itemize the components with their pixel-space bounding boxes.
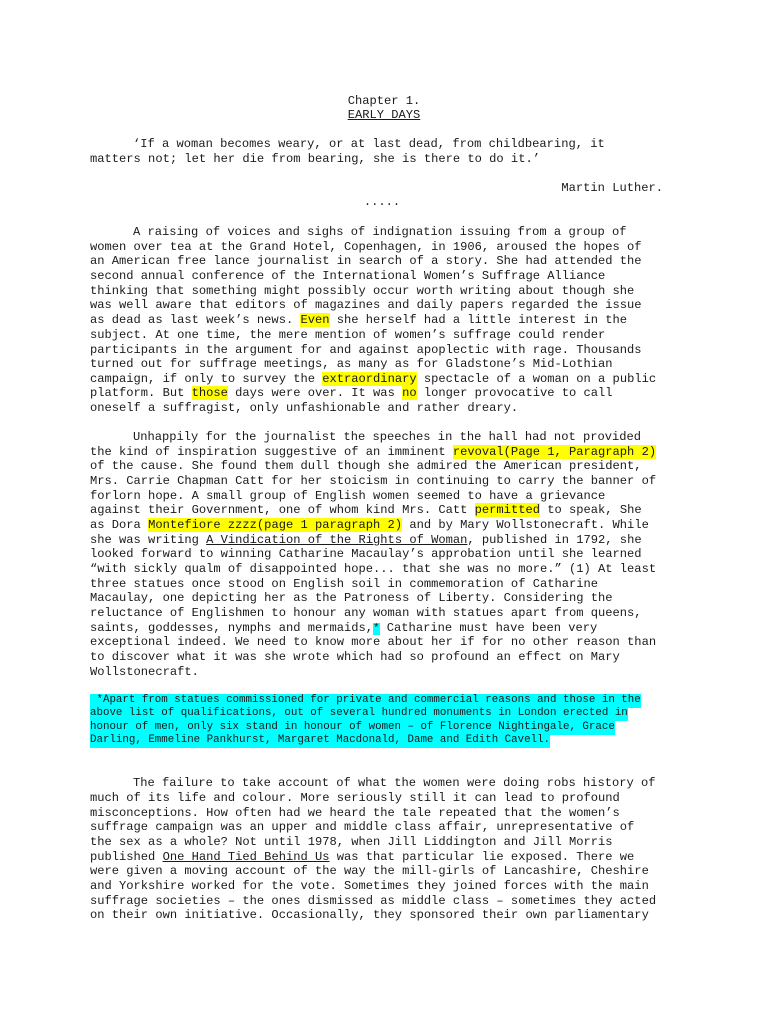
text-run: as dead as last week’s news. bbox=[90, 313, 301, 327]
text-line: women over tea at the Grand Hotel, Copenhagen, in 1906, aroused the hopes of bbox=[90, 240, 642, 254]
highlighted-word: Even bbox=[300, 313, 330, 327]
text-line: “with sickly qualm of disappointed hope... that she was no more.” (1) At least bbox=[90, 562, 657, 576]
text-line bbox=[90, 850, 634, 865]
text-line: were given a moving account of the way the mill-girls of Lancashire, Cheshire bbox=[90, 864, 649, 878]
text-line: three statues once stood on English soil in commemoration of Catharine bbox=[90, 577, 599, 591]
text-line: second annual conference of the International Women’s Suffrage Alliance bbox=[90, 269, 606, 283]
text-line: on their own initiative. Occasionally, they sponsored their own parliamentary bbox=[90, 908, 649, 922]
text-line bbox=[90, 503, 642, 518]
text-line: A raising of voices and sighs of indignation issuing from a group of bbox=[133, 225, 627, 239]
footnote-line: honour of men, only six stand in honour of women – of Florence Nightingale, Grace bbox=[90, 721, 615, 733]
text-line: Unhappily for the journalist the speeches in the hall had not provided bbox=[133, 430, 642, 444]
text-line: turned out for suffrage meetings, as many as for Gladstone’s Mid-Lothian bbox=[90, 357, 613, 371]
text-line: misconceptions. How often had we heard the tale repeated that the women’s bbox=[90, 806, 620, 820]
text-line bbox=[90, 518, 649, 533]
text-line: Macaulay, one depicting her as the Patroness of Liberty. Considering the bbox=[90, 591, 613, 605]
text-line bbox=[90, 533, 642, 548]
footnote-line: above list of qualifications, out of several hundred monuments in London erected in bbox=[90, 707, 628, 719]
chapter-heading: Chapter 1. bbox=[347, 94, 421, 108]
text-line: looked forward to winning Catharine Macaulay’s approbation until she learned bbox=[90, 547, 642, 561]
text-run: Catharine must have been very bbox=[379, 621, 598, 635]
text-line: participants in the argument for and against apoplectic with rage. Thousands bbox=[90, 343, 642, 357]
highlighted-word: extraordinary bbox=[322, 372, 417, 386]
epigraph-line: ‘If a woman becomes weary, or at last dead, from childbearing, it bbox=[133, 137, 605, 151]
highlighted-comment: revoval(Page 1, Paragraph 2) bbox=[452, 445, 657, 459]
footnote-line: *Apart from statues commissioned for private and commercial reasons and those in the bbox=[90, 694, 641, 706]
text-line: exceptional indeed. We need to know more about her if for no other reason than bbox=[90, 635, 657, 649]
text-line: thinking that something might possibly occur worth writing about though she bbox=[90, 284, 635, 298]
book-title: One Hand Tied Behind Us bbox=[162, 850, 330, 864]
text-run: to speak, She bbox=[539, 503, 642, 517]
text-run: she was writing bbox=[90, 533, 207, 547]
footnote-line: Darling, Emmeline Pankhurst, Margaret Macdonald, Dame and Edith Cavell. bbox=[90, 734, 551, 746]
text-line: and Yorkshire worked for the vote. Sometimes they joined forces with the main bbox=[90, 879, 649, 893]
text-line: was well aware that editors of magazines and daily papers regarded the issue bbox=[90, 298, 642, 312]
text-line bbox=[90, 386, 613, 401]
text-line: suffrage campaign was an upper and middle class affair, unrepresentative of bbox=[90, 820, 635, 834]
text-line bbox=[90, 445, 656, 460]
text-line: The failure to take account of what the women were doing robs history of bbox=[133, 776, 656, 790]
text-run: platform. But bbox=[90, 386, 192, 400]
text-line: the sex as a whole? Not until 1978, when Jill Liddington and Jill Morris bbox=[90, 835, 613, 849]
text-run: , published in 1792, she bbox=[467, 533, 642, 547]
text-run: was that particular lie exposed. There we bbox=[329, 850, 635, 864]
text-line: Wollstonecraft. bbox=[90, 665, 199, 679]
text-run: days were over. It was bbox=[227, 386, 403, 400]
footnote-marker[interactable]: * bbox=[373, 623, 380, 635]
text-run: the kind of inspiration suggestive of an imminent bbox=[90, 445, 453, 459]
text-line bbox=[90, 372, 656, 387]
text-line: to discover what it was she wrote which had so profound an effect on Mary bbox=[90, 650, 620, 664]
highlighted-word: no bbox=[402, 386, 417, 400]
text-line: Mrs. Carrie Chapman Catt for her stoicism in continuing to carry the banner of bbox=[90, 474, 657, 488]
text-run: published bbox=[90, 850, 163, 864]
epigraph-attribution: Martin Luther. bbox=[561, 181, 663, 195]
text-line: much of its life and colour. More seriously still it can lead to profound bbox=[90, 791, 620, 805]
highlighted-comment: Montefiore zzzz(page 1 paragraph 2) bbox=[148, 518, 403, 532]
text-line: reluctance of Englishmen to honour any woman with statues apart from queens, bbox=[90, 606, 642, 620]
text-line: of the cause. She found them dull though she admired the American president, bbox=[90, 459, 642, 473]
book-title: A Vindication of the Rights of Woman bbox=[206, 533, 468, 547]
text-run: spectacle of a woman on a public bbox=[416, 372, 657, 386]
text-run: and by Mary Wollstonecraft. While bbox=[402, 518, 649, 532]
epigraph-line: matters not; let her die from bearing, she is there to do it.’ bbox=[90, 152, 540, 166]
text-line bbox=[90, 313, 627, 328]
text-run: against their Government, one of whom kind Mrs. Catt bbox=[90, 503, 475, 517]
text-run: longer provocative to call bbox=[416, 386, 613, 400]
text-line: suffrage societies – the ones dismissed as middle class – sometimes they acted bbox=[90, 894, 657, 908]
text-line: forlorn hope. A small group of English women seemed to have a grievance bbox=[90, 489, 606, 503]
text-line: oneself a suffragist, only unfashionable and rather dreary. bbox=[90, 401, 519, 415]
text-run: she herself had a little interest in the bbox=[329, 313, 628, 327]
text-run: as Dora bbox=[90, 518, 149, 532]
highlighted-word: those bbox=[191, 386, 228, 400]
highlighted-word: permitted bbox=[474, 503, 540, 517]
section-separator: ..... bbox=[363, 195, 401, 209]
text-line: subject. At one time, the mere mention of women’s suffrage could render bbox=[90, 328, 606, 342]
chapter-title: EARLY DAYS bbox=[347, 108, 421, 122]
text-line: an American free lance journalist in search of a story. She had attended the bbox=[90, 254, 642, 268]
text-run: campaign, if only to survey the bbox=[90, 372, 323, 386]
text-run: saints, goddesses, nymphs and mermaids, bbox=[90, 621, 374, 635]
